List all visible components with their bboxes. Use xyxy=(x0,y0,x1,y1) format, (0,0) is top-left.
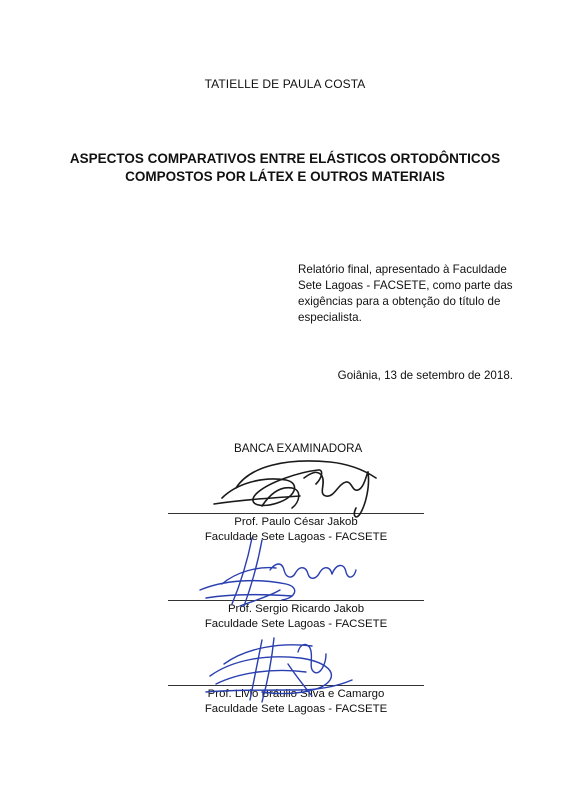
board-member-2-name: Prof. Sergio Ricardo Jakob xyxy=(227,603,365,615)
purpose-line-4: especialista. xyxy=(298,311,362,324)
author-name: TATIELLE DE PAULA COSTA xyxy=(204,77,366,91)
board-member-3-name: Prof. Livio Bráulio Silva e Camargo xyxy=(207,688,385,700)
title-line-2: COMPOSTOS POR LÁTEX E OUTROS MATERIAIS xyxy=(125,169,445,184)
signature-1-icon xyxy=(214,461,376,517)
signature-2-icon xyxy=(200,538,356,606)
board-member-1-institution: Faculdade Sete Lagoas - FACSETE xyxy=(204,531,388,543)
board-member-3 xyxy=(168,687,424,717)
board-member-2 xyxy=(168,602,424,632)
examining-board-heading: BANCA EXAMINADORA xyxy=(234,442,363,455)
signature-line-1 xyxy=(168,513,424,514)
board-member-1-name: Prof. Paulo César Jakob xyxy=(234,516,358,528)
board-member-3-institution: Faculdade Sete Lagoas - FACSETE xyxy=(204,703,388,715)
purpose-line-1: Relatório final, apresentado à Faculdade xyxy=(298,263,507,276)
board-member-1 xyxy=(168,515,424,545)
purpose-line-3: exigências para a obtenção do título de xyxy=(298,295,501,308)
signature-line-2 xyxy=(168,600,424,601)
signature-line-3 xyxy=(168,685,424,686)
document-title xyxy=(60,150,510,186)
board-member-2-institution: Faculdade Sete Lagoas - FACSETE xyxy=(204,618,388,630)
purpose-line-2: Sete Lagoas - FACSETE, como parte das xyxy=(298,279,513,292)
title-line-1: ASPECTOS COMPARATIVOS ENTRE ELÁSTICOS ORTODÔNTICOS xyxy=(69,151,501,166)
purpose-statement xyxy=(298,262,514,326)
place-and-date: Goiânia, 13 de setembro de 2018. xyxy=(337,369,513,382)
